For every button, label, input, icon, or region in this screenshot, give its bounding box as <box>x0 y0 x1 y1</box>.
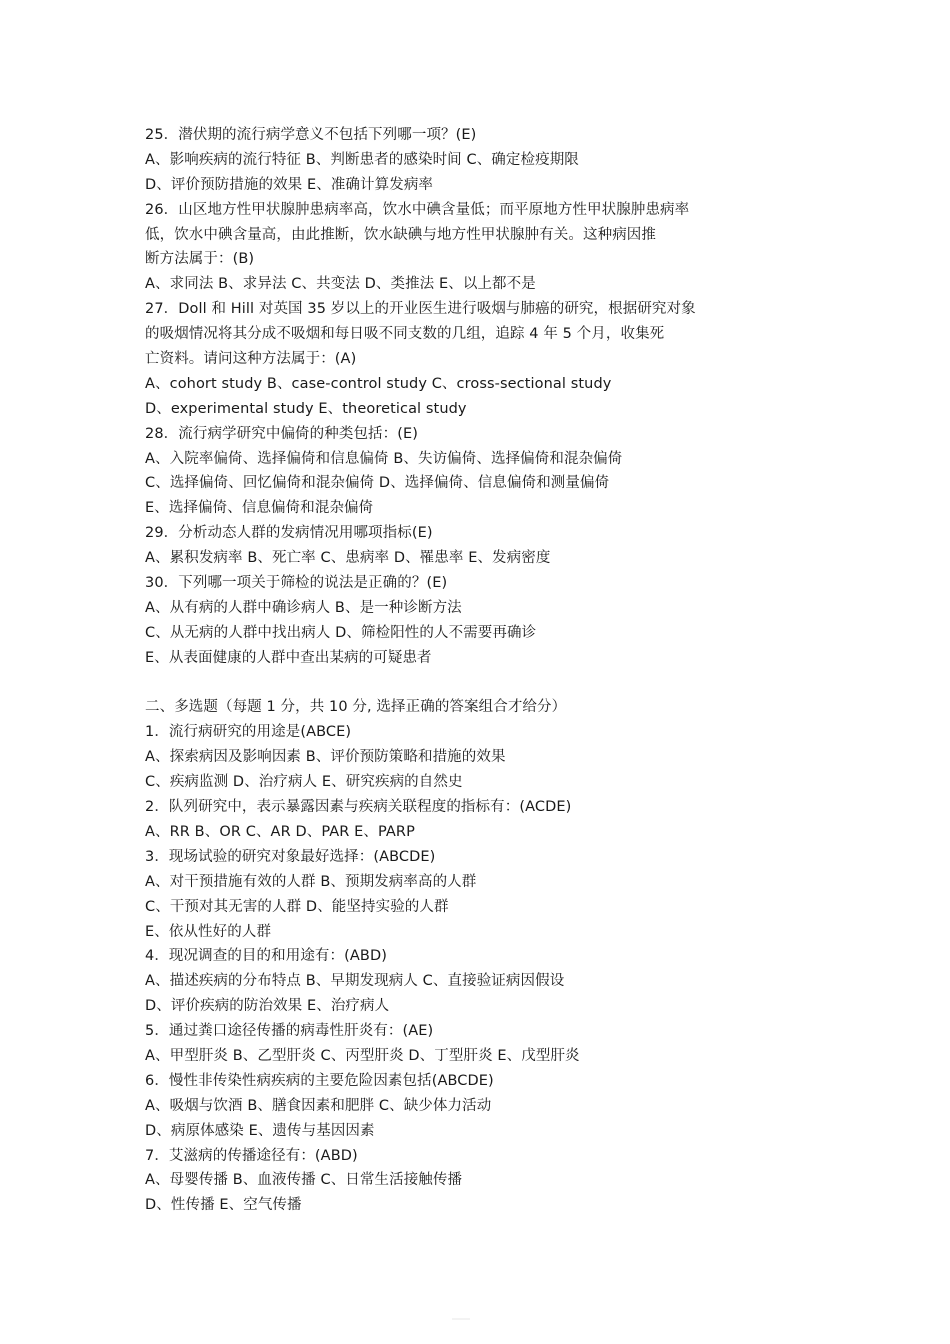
question-25: 25．潜伏期的流行病学意义不包括下列哪一项？(E) <box>145 127 477 143</box>
multi-question-5: 5．通过粪口途径传播的病毒性肝炎有：(AE) <box>145 1023 434 1040</box>
option-line: A、甲型肝炎 B、乙型肝炎 C、丙型肝炎 D、丁型肝炎 E、戊型肝炎 <box>145 1047 580 1064</box>
option-line: A、对干预措施有效的人群 B、预期发病率高的人群 <box>145 873 477 890</box>
question-30: 30．下列哪一项关于筛检的说法是正确的？(E) <box>145 575 448 592</box>
option-line: E、选择偏倚、信息偏倚和混杂偏倚 <box>145 500 374 517</box>
question-26: 26．山区地方性甲状腺肿患病率高，饮水中碘含量低；而平原地方性甲状腺肿患病率 <box>145 201 690 218</box>
question-26-continued: 断方法属于：(B) <box>145 251 255 268</box>
option-line: A、影响疾病的流行特征 B、判断患者的感染时间 C、确定检疫期限 <box>145 151 579 168</box>
option-line: A、累积发病率 B、死亡率 C、患病率 D、罹患率 E、发病密度 <box>145 550 551 567</box>
option-line: D、性传播 E、空气传播 <box>145 1197 302 1214</box>
multi-question-1: 1．流行病研究的用途是(ABCE) <box>145 724 352 741</box>
question-26-continued: 低，饮水中碘含量高，由此推断，饮水缺碘与地方性甲状腺肿有关。这种病因推 <box>145 226 656 243</box>
option-line: A、母婴传播 B、血液传播 C、日常生活接触传播 <box>145 1172 463 1189</box>
exam-content <box>145 123 765 1218</box>
option-line: A、描述疾病的分布特点 B、早期发现病人 C、直接验证病因假设 <box>145 973 565 990</box>
section-gap <box>145 671 765 696</box>
multi-question-4: 4．现况调查的目的和用途有：(ABD) <box>145 948 387 965</box>
option-line: D、评价预防措施的效果 E、准确计算发病率 <box>145 176 434 193</box>
section-heading-multi-choice: 二、多选题（每题 1 分，共 10 分, 选择正确的答案组合才给分） <box>145 699 567 716</box>
option-line: A、cohort study B、case-control study C、cross-sectional study <box>145 375 612 392</box>
option-line: D、病原体感染 E、遗传与基因因素 <box>145 1122 375 1139</box>
question-28: 28．流行病学研究中偏倚的种类包括：(E) <box>145 425 419 442</box>
multi-question-6: 6．慢性非传染性病疾病的主要危险因素包括(ABCDE) <box>145 1072 494 1089</box>
option-line: C、疾病监测 D、治疗病人 E、研究疾病的自然史 <box>145 774 463 791</box>
option-line: C、选择偏倚、回忆偏倚和混杂偏倚 D、选择偏倚、信息偏倚和测量偏倚 <box>145 475 610 492</box>
multi-question-2: 2．队列研究中，表示暴露因素与疾病关联程度的指标有：(ACDE) <box>145 799 572 816</box>
option-line: A、RR B、OR C、AR D、PAR E、PARP <box>145 823 415 840</box>
option-line: C、从无病的人群中找出病人 D、筛检阳性的人不需要再确诊 <box>145 624 537 641</box>
option-line: E、依从性好的人群 <box>145 923 272 940</box>
option-line: A、从有病的人群中确诊病人 B、是一种诊断方法 <box>145 599 462 616</box>
question-27: 27．Doll 和 Hill 对英国 35 岁以上的开业医生进行吸烟与肺癌的研究，根据研究对象 <box>145 301 696 318</box>
option-line: E、从表面健康的人群中查出某病的可疑患者 <box>145 649 432 666</box>
option-line: D、评价疾病的防治效果 E、治疗病人 <box>145 998 390 1015</box>
option-line: C、干预对其无害的人群 D、能坚持实验的人群 <box>145 898 449 915</box>
page-footer-mark <box>452 1318 470 1320</box>
option-line: A、入院率偏倚、选择偏倚和信息偏倚 B、失访偏倚、选择偏倚和混杂偏倚 <box>145 450 623 467</box>
option-line: A、吸烟与饮酒 B、膳食因素和肥胖 C、缺少体力活动 <box>145 1097 492 1114</box>
option-line: A、求同法 B、求异法 C、共变法 D、类推法 E、以上都不是 <box>145 276 536 293</box>
option-line: D、experimental study E、theoretical study <box>145 400 467 417</box>
multi-question-3: 3．现场试验的研究对象最好选择：(ABCDE) <box>145 848 436 865</box>
question-27-continued: 亡资料。请问这种方法属于：(A) <box>145 351 357 368</box>
question-29: 29．分析动态人群的发病情况用哪项指标(E) <box>145 525 433 542</box>
question-27-continued: 的吸烟情况将其分成不吸烟和每日吸不同支数的几组，追踪 4 年 5 个月，收集死 <box>145 326 665 343</box>
option-line: A、探索病因及影响因素 B、评价预防策略和措施的效果 <box>145 749 506 766</box>
multi-question-7: 7．艾滋病的传播途径有：(ABD) <box>145 1147 358 1164</box>
